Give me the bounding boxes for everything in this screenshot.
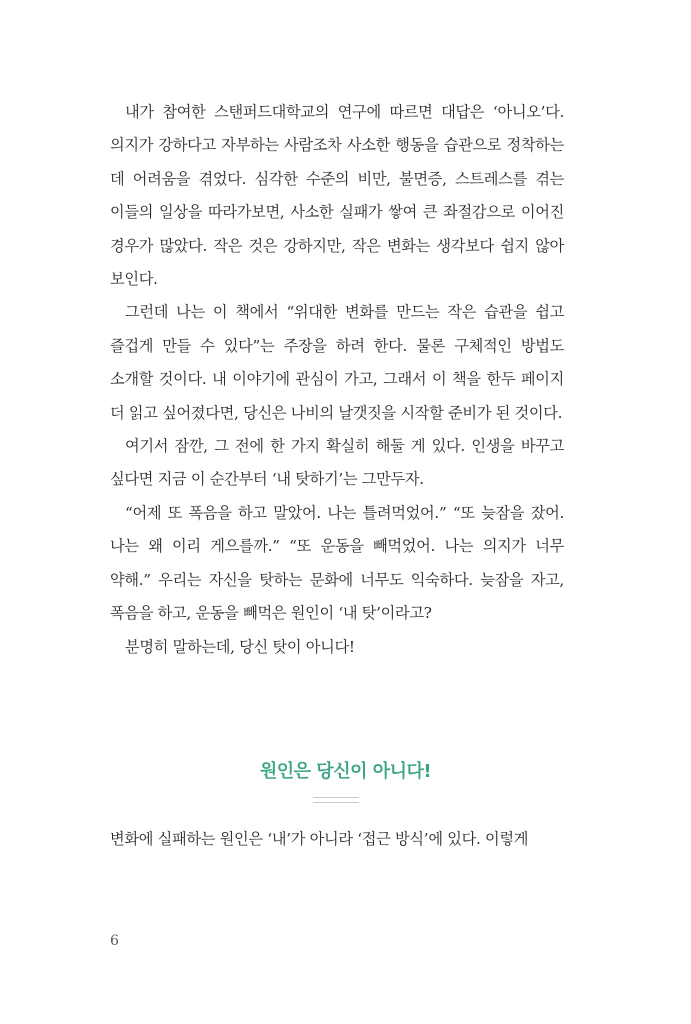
heading-divider bbox=[313, 797, 359, 803]
section-first-line: 변화에 실패하는 원인은 ‘내’가 아니라 ‘접근 방식’에 있다. 이렇게 bbox=[110, 830, 529, 848]
section-heading: 원인은 당신이 아니다! bbox=[259, 761, 432, 782]
section-text bbox=[110, 823, 564, 856]
paragraph-3: 여기서 잠깐, 그 전에 한 가지 확실히 해둘 게 있다. 인생을 바꾸고 싶다면 지금 이 순간부터 ‘내 탓하기’는 그만두자. bbox=[110, 437, 564, 489]
paragraph-1: 내가 참여한 스탠퍼드대학교의 연구에 따르면 대답은 ‘아니오’다. 의지가 강하다고 자부하는 사람조차 사소한 행동을 습관으로 정착하는 데 어려움을 겪었다. 심각한 수준의 비만, 불면증, 스트레스를 겪는 이들의 일상을 따라가보면, 사소한 실패가 쌓여 큰 좌절감으로 이어진 경우가 많았다. 작은 것은 강하지만, 작은 변화는 생각보다 쉽지 않아 보인다. bbox=[110, 103, 564, 289]
paragraph-5: 분명히 말하는데, 당신 탓이 아니다! bbox=[125, 637, 355, 656]
paragraph-2: 그런데 나는 이 책에서 “위대한 변화를 만드는 작은 습관을 쉽고 즐겁게 만들 수 있다”는 주장을 하려 한다. 물론 구체적인 방법도 소개할 것이다. 내 이야기에 관심이 가고, 그래서 이 책을 한두 페이지 더 읽고 싶어졌다면, 당신은 나비의 날갯짓을 시작할 준비가 된 것이다. bbox=[110, 303, 564, 422]
paragraph-4: “어제 또 폭음을 하고 말았어. 나는 틀려먹었어.” “또 늦잠을 잤어. 나는 왜 이리 게으를까.” “또 운동을 빼먹었어. 나는 의지가 너무 약해.” 우리는 자신을 탓하는 문화에 너무도 익숙하다. 늦잠을 자고, 폭음을 하고, 운동을 빼먹은 원인이 ‘내 탓’이라고? bbox=[110, 503, 564, 623]
body-text bbox=[110, 96, 564, 664]
page-number: 6 bbox=[110, 933, 119, 949]
